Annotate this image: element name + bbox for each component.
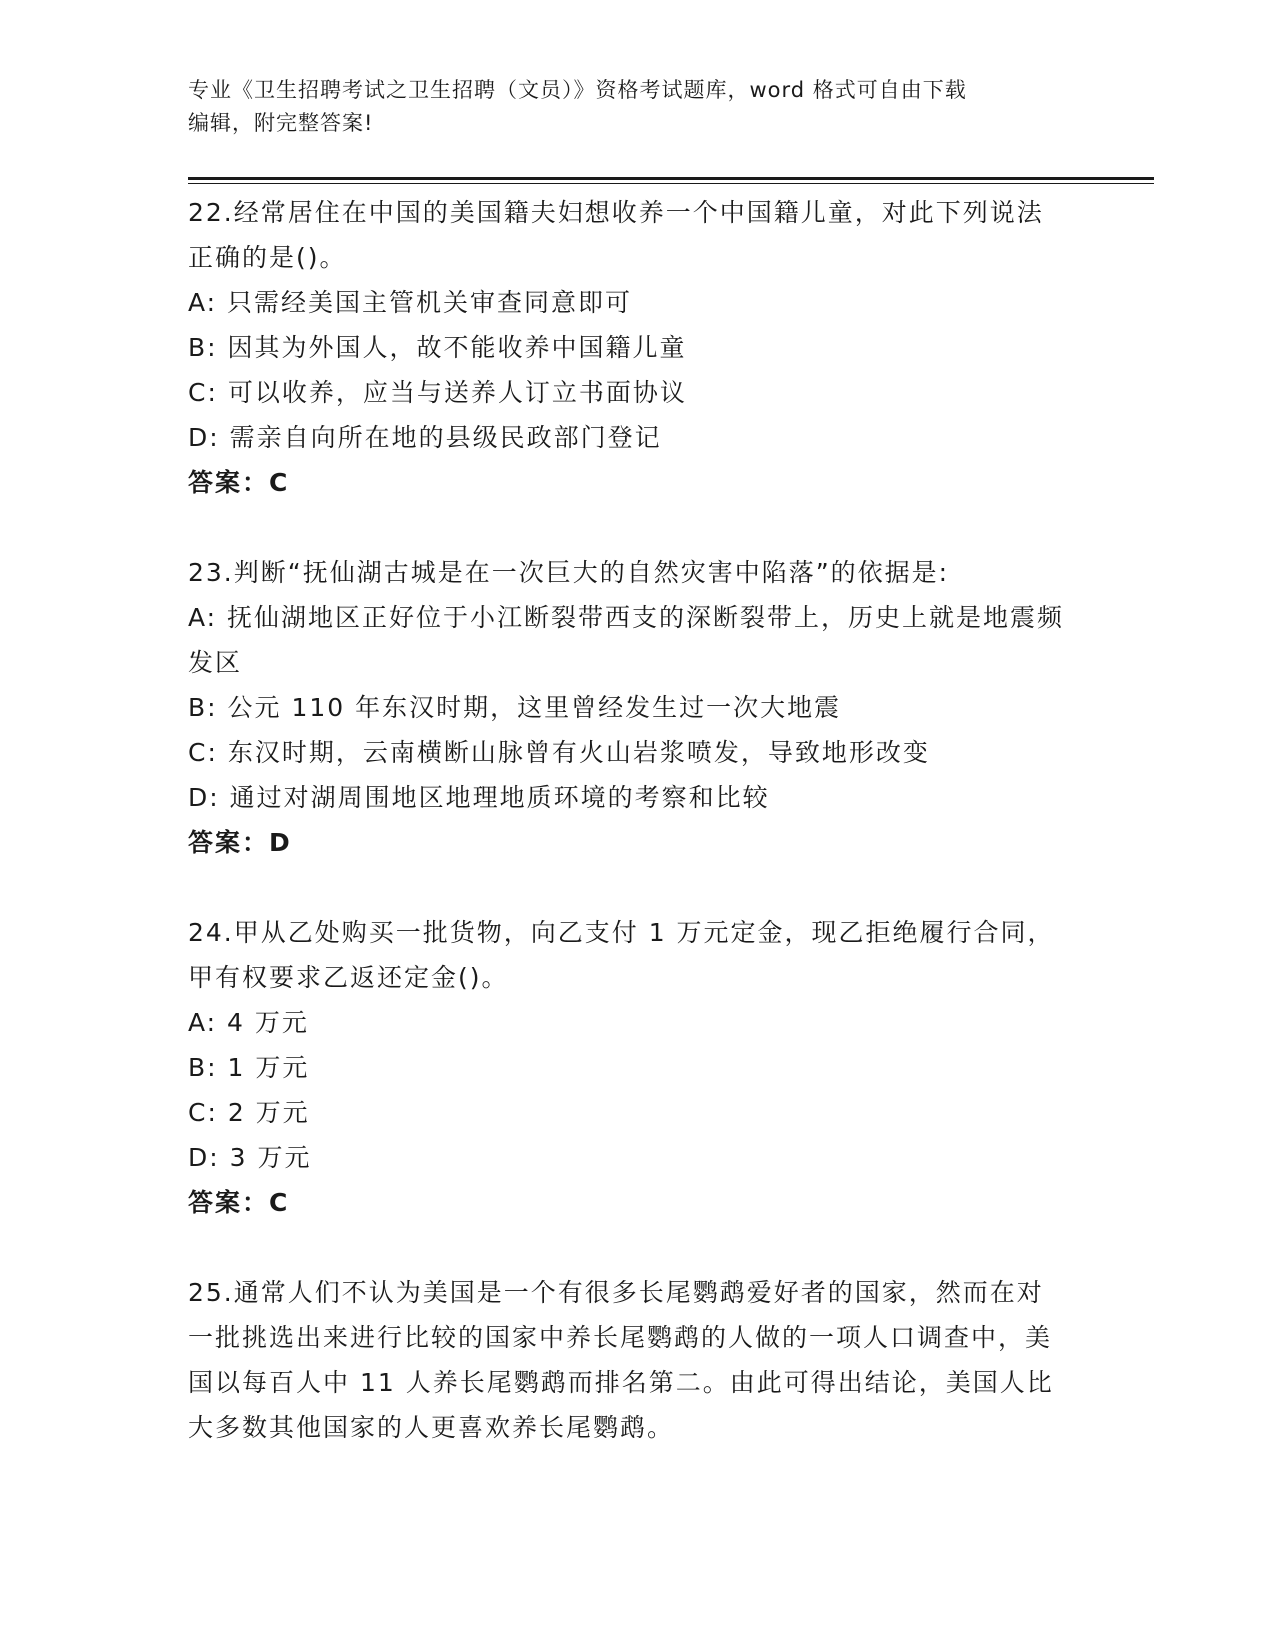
question-23 (188, 550, 1068, 865)
option-a: A: 抚仙湖地区正好位于小江断裂带西支的深断裂带上，历史上就是地震频发区 (188, 603, 1065, 677)
document-header (188, 74, 1068, 140)
question-22 (188, 190, 1068, 505)
answer: 答案：C (188, 468, 290, 497)
option-c: C: 2 万元 (188, 1098, 310, 1127)
option-c: C: 东汉时期，云南横断山脉曾有火山岩浆喷发，导致地形改变 (188, 738, 930, 767)
question-25 (188, 1270, 1068, 1450)
option-b: B: 公元 110 年东汉时期，这里曾经发生过一次大地震 (188, 693, 842, 722)
option-b: B: 因其为外国人，故不能收养中国籍儿童 (188, 333, 687, 362)
answer: 答案：C (188, 1188, 290, 1217)
question-list (188, 190, 1068, 1450)
question-text: 22.经常居住在中国的美国籍夫妇想收养一个中国籍儿童，对此下列说法正确的是()。 (188, 198, 1044, 272)
question-text: 24.甲从乙处购买一批货物，向乙支付 1 万元定金，现乙拒绝履行合同，甲有权要求乙返还定金()。 (188, 918, 1055, 992)
option-d: D: 3 万元 (188, 1143, 312, 1172)
answer: 答案：D (188, 828, 292, 857)
header-divider-thick (188, 177, 1154, 180)
question-text: 25.通常人们不认为美国是一个有很多长尾鹦鹉爱好者的国家，然而在对一批挑选出来进行比较的国家中养长尾鹦鹉的人做的一项人口调查中，美国以每百人中 11 人养长尾鹦鹉而排名第二。由此可得出结论，美国人比大多数其他国家的人更喜欢养长尾鹦鹉。 (188, 1278, 1054, 1442)
header-line-2: 编辑，附完整答案! (188, 111, 374, 135)
option-a: A: 只需经美国主管机关审查同意即可 (188, 288, 633, 317)
option-c: C: 可以收养，应当与送养人订立书面协议 (188, 378, 687, 407)
option-d: D: 通过对湖周围地区地理地质环境的考察和比较 (188, 783, 770, 812)
question-text: 23.判断“抚仙湖古城是在一次巨大的自然灾害中陷落”的依据是: (188, 558, 950, 587)
option-a: A: 4 万元 (188, 1008, 309, 1037)
option-d: D: 需亲自向所在地的县级民政部门登记 (188, 423, 662, 452)
option-b: B: 1 万元 (188, 1053, 310, 1082)
header-line-1: 专业《卫生招聘考试之卫生招聘（文员）》资格考试题库，word 格式可自由下载 (188, 78, 967, 102)
header-divider-thin (188, 183, 1154, 184)
question-24 (188, 910, 1068, 1225)
